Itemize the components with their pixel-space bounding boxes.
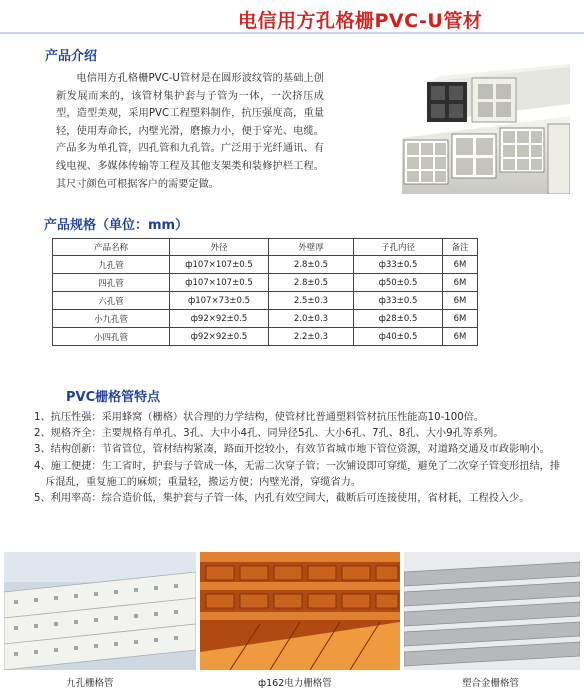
- table-cell: 2.8±0.5: [269, 274, 354, 292]
- intro-paragraph: 电信用方孔格栅PVC-U管材是在圆形波纹管的基础上创新发展而来的，该管材集护套与子管为一体，一次挤压成型，造型美观，采用PVC工程塑料制作，抗压强度高，重量轻，使用寿命长，内壁光滑，磨擦力小，便于穿光、电缆。产品多为单孔管，四孔管和九孔管。广泛用于光纤通讯、有线电视、多媒体传输等工程及其他支架类和装修护栏工程。其尺寸颜色可根据客户的需要定做。: [56, 73, 324, 190]
- table-cell: 2.5±0.3: [269, 292, 354, 310]
- table-cell: 6M: [443, 256, 478, 274]
- table-cell: 九孔管: [53, 256, 170, 274]
- table-cell: ф92×92±0.5: [170, 328, 269, 346]
- page-title: 电信用方孔格栅PVC-U管材: [238, 10, 483, 32]
- specs-table: [52, 238, 478, 346]
- table-cell: 2.8±0.5: [269, 256, 354, 274]
- table-row: [53, 310, 478, 328]
- product-photo: [332, 64, 570, 194]
- table-row: [53, 274, 478, 292]
- feature-item: 3、结构创新：节省管位，管材结构紧凑，路面开挖较小，有效节省城市地下管位资源，对道路交通及市政影响小。: [34, 444, 550, 456]
- specs-header-row: [53, 239, 478, 256]
- table-cell: 2.2±0.3: [269, 328, 354, 346]
- feature-item: 5、利用率高：综合造价低，集护套与子管一体，内孔有效空间大，截断后可连接使用，省材耗，工程投入少。: [34, 493, 530, 505]
- table-cell: ф33±0.5: [354, 256, 443, 274]
- gallery-caption: 九孔栅格管: [66, 678, 114, 689]
- table-cell: ф107×73±0.5: [170, 292, 269, 310]
- table-cell: 6M: [443, 310, 478, 328]
- table-cell: ф92×92±0.5: [170, 310, 269, 328]
- column-header: 产品名称: [53, 239, 170, 256]
- table-cell: 小四孔管: [53, 328, 170, 346]
- column-header: 备注: [443, 239, 478, 256]
- nine-hole-pipe-photo: [4, 552, 196, 670]
- column-header: 子孔内径: [354, 239, 443, 256]
- title-underline: [0, 32, 584, 34]
- power-grid-pipe-photo: [200, 552, 400, 670]
- table-cell: 小九孔管: [53, 310, 170, 328]
- column-header: 外径: [170, 239, 269, 256]
- table-cell: ф40±0.5: [354, 328, 443, 346]
- feature-item: 2、规格齐全：主要规格有单孔、3孔、大中小4孔、同异径5孔、大小6孔、7孔、8孔、大小9孔等系列。: [34, 428, 504, 440]
- table-row: [53, 256, 478, 274]
- alloy-grid-pipe-photo: [404, 552, 580, 670]
- table-cell: 6M: [443, 328, 478, 346]
- table-cell: ф107×107±0.5: [170, 256, 269, 274]
- table-cell: 6M: [443, 274, 478, 292]
- table-cell: 六孔管: [53, 292, 170, 310]
- gallery-caption: 塑合金栅格管: [462, 678, 520, 689]
- table-cell: 6M: [443, 292, 478, 310]
- feature-item: 4、施工便捷：生工省时，护套与子管成一体，无需二次穿子管；一次铺设即可穿缆，避免了二次穿子管变形扭结，排斥混乱，重复施工的麻烦；重量轻，搬运方便；内壁光滑，穿缆省力。: [34, 460, 561, 488]
- table-row: [53, 328, 478, 346]
- feature-item: 1、抗压性强：采用蜂窝（栅格）状合理的力学结构，使管材比普通塑料管材抗压性能高10-100倍。: [34, 412, 485, 423]
- table-cell: 2.0±0.3: [269, 310, 354, 328]
- gallery-caption: ф162电力栅格管: [258, 678, 332, 689]
- intro-heading: 产品介绍: [45, 49, 98, 64]
- table-cell: ф50±0.5: [354, 274, 443, 292]
- features-heading: PVC栅格管特点: [66, 390, 161, 405]
- column-header: 外壁厚: [269, 239, 354, 256]
- table-cell: ф107×107±0.5: [170, 274, 269, 292]
- table-row: [53, 292, 478, 310]
- table-cell: ф33±0.5: [354, 292, 443, 310]
- features-list: [34, 410, 564, 507]
- table-cell: ф28±0.5: [354, 310, 443, 328]
- table-cell: 四孔管: [53, 274, 170, 292]
- specs-heading: 产品规格（单位：mm）: [44, 218, 189, 233]
